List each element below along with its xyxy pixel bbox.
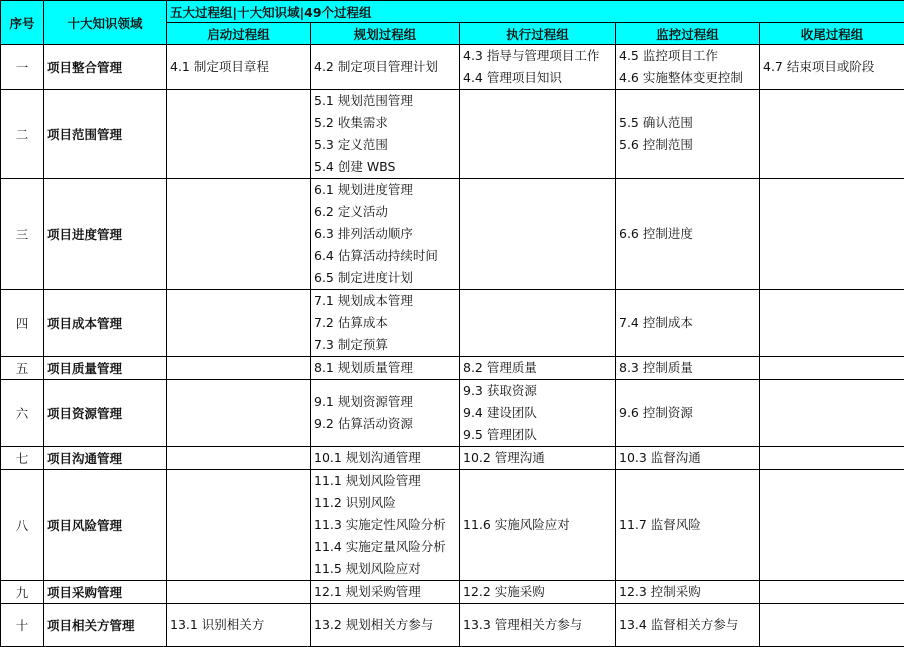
process-item: 8.1 规划质量管理 xyxy=(314,357,456,379)
process-item: 6.4 估算活动持续时间 xyxy=(314,245,456,267)
cell-initiating xyxy=(167,447,311,470)
cell-executing xyxy=(460,447,616,470)
table-row xyxy=(1,447,904,470)
cell-closing xyxy=(760,90,904,179)
cell-executing xyxy=(460,380,616,447)
cell-monitoring xyxy=(616,45,760,90)
process-item: 11.2 识别风险 xyxy=(314,492,456,514)
knowledge-area: 项目质量管理 xyxy=(44,357,167,380)
knowledge-area: 项目范围管理 xyxy=(44,90,167,179)
cell-planning xyxy=(311,45,460,90)
cell-planning xyxy=(311,604,460,647)
process-item: 12.1 规划采购管理 xyxy=(314,581,456,603)
table-row xyxy=(1,357,904,380)
process-item: 9.2 估算活动资源 xyxy=(314,413,456,435)
process-item: 10.3 监督沟通 xyxy=(619,447,756,469)
cell-planning xyxy=(311,447,460,470)
process-item: 6.3 排列活动顺序 xyxy=(314,223,456,245)
cell-executing xyxy=(460,357,616,380)
process-item: 11.7 监督风险 xyxy=(619,514,756,536)
process-item: 6.5 制定进度计划 xyxy=(314,267,456,289)
cell-executing xyxy=(460,179,616,290)
process-item: 9.3 获取资源 xyxy=(463,380,612,402)
cell-monitoring xyxy=(616,447,760,470)
cell-monitoring xyxy=(616,380,760,447)
row-index: 六 xyxy=(1,380,44,447)
process-item: 9.6 控制资源 xyxy=(619,402,756,424)
cell-initiating xyxy=(167,380,311,447)
cell-initiating xyxy=(167,179,311,290)
process-item: 8.3 控制质量 xyxy=(619,357,756,379)
cell-closing xyxy=(760,581,904,604)
process-item: 13.2 规划相关方参与 xyxy=(314,614,456,636)
cell-initiating xyxy=(167,290,311,357)
process-item: 6.2 定义活动 xyxy=(314,201,456,223)
knowledge-area: 项目进度管理 xyxy=(44,179,167,290)
process-item: 13.4 监督相关方参与 xyxy=(619,614,756,636)
cell-initiating xyxy=(167,604,311,647)
cell-closing xyxy=(760,179,904,290)
table-row xyxy=(1,470,904,581)
row-index: 三 xyxy=(1,179,44,290)
cell-monitoring xyxy=(616,581,760,604)
row-index: 一 xyxy=(1,45,44,90)
process-item: 6.1 规划进度管理 xyxy=(314,179,456,201)
header-closing: 收尾过程组 xyxy=(760,23,904,45)
process-item: 4.4 管理项目知识 xyxy=(463,67,612,89)
table-row xyxy=(1,604,904,647)
cell-closing xyxy=(760,290,904,357)
process-item: 12.2 实施采购 xyxy=(463,581,612,603)
cell-executing xyxy=(460,604,616,647)
process-item: 5.6 控制范围 xyxy=(619,134,756,156)
cell-closing xyxy=(760,45,904,90)
process-item: 5.1 规划范围管理 xyxy=(314,90,456,112)
cell-closing xyxy=(760,604,904,647)
row-index: 八 xyxy=(1,470,44,581)
knowledge-area: 项目相关方管理 xyxy=(44,604,167,647)
process-item: 11.3 实施定性风险分析 xyxy=(314,514,456,536)
process-item: 4.5 监控项目工作 xyxy=(619,45,756,67)
process-item: 9.5 管理团队 xyxy=(463,424,612,446)
cell-monitoring xyxy=(616,357,760,380)
knowledge-area: 项目沟通管理 xyxy=(44,447,167,470)
row-index: 九 xyxy=(1,581,44,604)
process-item: 4.3 指导与管理项目工作 xyxy=(463,45,612,67)
process-item: 8.2 管理质量 xyxy=(463,357,612,379)
process-item: 5.3 定义范围 xyxy=(314,134,456,156)
cell-executing xyxy=(460,470,616,581)
cell-initiating xyxy=(167,90,311,179)
cell-closing xyxy=(760,470,904,581)
process-item: 5.5 确认范围 xyxy=(619,112,756,134)
knowledge-area: 项目采购管理 xyxy=(44,581,167,604)
knowledge-area: 项目成本管理 xyxy=(44,290,167,357)
table-row xyxy=(1,290,904,357)
process-item: 11.6 实施风险应对 xyxy=(463,514,612,536)
cell-initiating xyxy=(167,581,311,604)
process-item: 4.6 实施整体变更控制 xyxy=(619,67,756,89)
table-row xyxy=(1,581,904,604)
cell-monitoring xyxy=(616,290,760,357)
process-item: 13.1 识别相关方 xyxy=(170,614,307,636)
process-item: 4.1 制定项目章程 xyxy=(170,56,307,78)
process-item: 11.4 实施定量风险分析 xyxy=(314,536,456,558)
row-index: 十 xyxy=(1,604,44,647)
process-item: 7.2 估算成本 xyxy=(314,312,456,334)
header-planning: 规划过程组 xyxy=(311,23,460,45)
cell-executing xyxy=(460,290,616,357)
process-item: 9.4 建设团队 xyxy=(463,402,612,424)
process-item: 4.2 制定项目管理计划 xyxy=(314,56,456,78)
knowledge-area: 项目整合管理 xyxy=(44,45,167,90)
row-index: 四 xyxy=(1,290,44,357)
cell-planning xyxy=(311,357,460,380)
row-index: 七 xyxy=(1,447,44,470)
cell-monitoring xyxy=(616,470,760,581)
header-knowledge-area: 十大知识领域 xyxy=(44,1,167,45)
cell-initiating xyxy=(167,470,311,581)
cell-planning xyxy=(311,290,460,357)
cell-planning xyxy=(311,380,460,447)
cell-initiating xyxy=(167,357,311,380)
header-monitoring: 监控过程组 xyxy=(616,23,760,45)
knowledge-area: 项目风险管理 xyxy=(44,470,167,581)
cell-planning xyxy=(311,470,460,581)
table-row xyxy=(1,45,904,90)
process-item: 7.3 制定预算 xyxy=(314,334,456,356)
header-banner: 五大过程组|十大知识域|49个过程组 xyxy=(167,1,904,23)
header-initiating: 启动过程组 xyxy=(167,23,311,45)
row-index: 二 xyxy=(1,90,44,179)
cell-executing xyxy=(460,45,616,90)
table-row xyxy=(1,380,904,447)
cell-monitoring xyxy=(616,604,760,647)
process-item: 11.1 规划风险管理 xyxy=(314,470,456,492)
cell-closing xyxy=(760,357,904,380)
process-item: 6.6 控制进度 xyxy=(619,223,756,245)
cell-planning xyxy=(311,581,460,604)
cell-closing xyxy=(760,447,904,470)
process-item: 5.4 创建 WBS xyxy=(314,156,456,178)
process-item: 10.2 管理沟通 xyxy=(463,447,612,469)
process-item: 10.1 规划沟通管理 xyxy=(314,447,456,469)
table-row xyxy=(1,179,904,290)
knowledge-area: 项目资源管理 xyxy=(44,380,167,447)
cell-executing xyxy=(460,90,616,179)
process-item: 12.3 控制采购 xyxy=(619,581,756,603)
cell-monitoring xyxy=(616,179,760,290)
table-row xyxy=(1,90,904,179)
row-index: 五 xyxy=(1,357,44,380)
cell-closing xyxy=(760,380,904,447)
process-item: 5.2 收集需求 xyxy=(314,112,456,134)
process-item: 9.1 规划资源管理 xyxy=(314,391,456,413)
header-index: 序号 xyxy=(1,1,44,45)
cell-planning xyxy=(311,90,460,179)
process-item: 7.1 规划成本管理 xyxy=(314,290,456,312)
process-item: 4.7 结束项目或阶段 xyxy=(763,56,901,78)
cell-executing xyxy=(460,581,616,604)
process-item: 11.5 规划风险应对 xyxy=(314,558,456,580)
header-executing: 执行过程组 xyxy=(460,23,616,45)
cell-planning xyxy=(311,179,460,290)
process-item: 13.3 管理相关方参与 xyxy=(463,614,612,636)
cell-initiating xyxy=(167,45,311,90)
process-item: 7.4 控制成本 xyxy=(619,312,756,334)
cell-monitoring xyxy=(616,90,760,179)
